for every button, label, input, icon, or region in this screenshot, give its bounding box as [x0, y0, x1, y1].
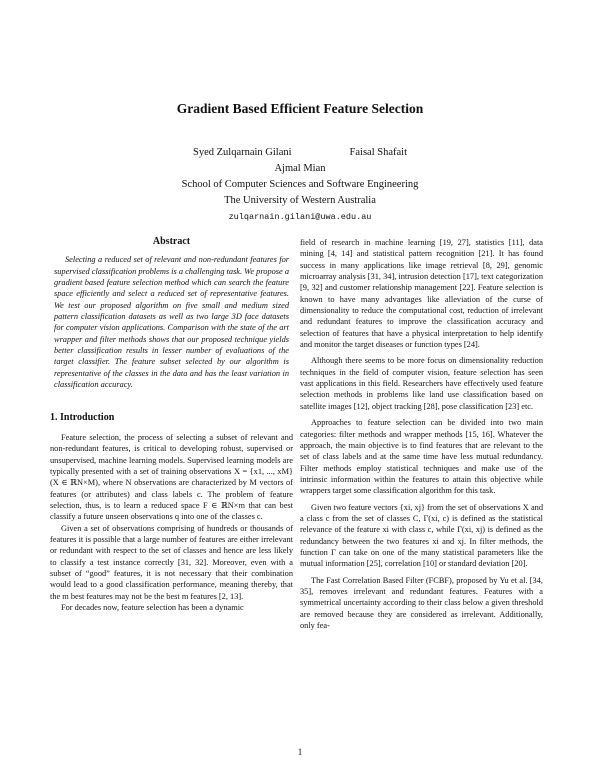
paragraph: Although there seems to be more focus on dimensionality reduction techniques in the field of computer vision, feature selection has seen vast applications in this field. Researchers have effectively used feature selection methods in problems like land use classification based on satellite images [12], object tracking [28], pose classification [23] etc. — [300, 356, 543, 411]
author-name: Ajmal Mian — [274, 163, 326, 174]
right-column — [300, 237, 543, 631]
page-number: 1 — [297, 747, 303, 757]
affiliation-line: School of Computer Sciences and Software Engineering — [181, 179, 419, 190]
paragraph: Approaches to feature selection can be divided into two main categories: filter methods and wrapper methods [15, 16]. Whatever the approach, the main objective is to find features that are relevant to the set of class labels and at the same time have less mutual redundancy. Filter methods employ statistical techniques and make use of the intrinsic information within the features to attain this objective while wrappers target some classification algorithm for this task. — [300, 418, 543, 496]
paper-title: Gradient Based Efficient Feature Selection — [176, 101, 424, 116]
left-column — [50, 236, 293, 613]
paragraph: Feature selection, the process of selecting a subset of relevant and non-redundant features, is critical to developing robust, supervised or unsupervised, machine learning models. Supervised learning models are typically presented with a set of training observations X = {x1, ..., xM} (X ∈ ℝN×M), where N observations are characterized by M vectors of features (or attributes) and class labels c. The problem of feature selection, thus, is to learn a reduced space F ∈ ℝN×m that can best classify a future unseen observations q into one of the classes c. — [50, 432, 293, 522]
author-name: Syed Zulqarnain Gilani — [192, 147, 292, 158]
author-email[interactable]: zulqarnain.gilani@uwa.edu.au — [228, 212, 372, 222]
author-row — [0, 145, 600, 161]
section-heading: 1. Introduction — [50, 412, 115, 424]
author-name: Faisal Shafait — [349, 147, 407, 158]
paragraph: For decades now, feature selection has been a dynamic — [61, 602, 244, 612]
abstract-heading: Abstract — [152, 236, 191, 247]
abstract-body — [50, 254, 293, 390]
abstract-text: Selecting a reduced set of relevant and non-redundant features for supervised classification problems is a challenging task. We propose a gradient based feature selection method which can search the feature space efficiently and select a reduced set of representative features. We test our proposed algorithm on five small and medium sized pattern classification datasets as well as two large 3D face datasets for computer vision applications. Comparison with the state of the art wrapper and filter methods shows that our proposed technique yields better classification results in lesser number of evaluations of the target classifier. The feature subset selected by our algorithm is representative of the classes in the data and has the least variation in classification accuracy. — [54, 255, 289, 390]
author-block — [0, 145, 600, 225]
paragraph: The Fast Correlation Based Filter (FCBF), proposed by Yu et al. [34, 35], removes irrelevant and redundant features. Features with a symmetrical uncertainty according to their class below a given threshold are removed because they are considered as irrelevant. Additionally, only fea- — [300, 575, 543, 630]
affiliation-line: The University of Western Australia — [224, 195, 376, 206]
paragraph: Given two feature vectors {xi, xj} from the set of observations X and a class c from the set of classes C, Γ(xi, c) is defined as the statistical relevance of the feature xi with class c, while Γ(xi, xj) is defined as the redundancy between the two features xi and xj. In filter methods, the function Γ can take on one of the many statistical parameters like the mutual information [25], correlation [10] or standard deviation [20]. — [300, 502, 543, 569]
paragraph: field of research in machine learning [19, 27], statistics [11], data mining [4, 14] and statistical pattern recognition [21]. It has found success in many applications like image retrieval [8, 29], genomic microarray analysis [31, 34], intrusion detection [17], text categorization [9, 32] and customer relationship management [22]. Feature selection is known to have many advantages like alleviation of the curse of dimensionality to reduce the computational cost, reduction of irrelevant and redundant features to improve the classification accuracy and selection of features that have a physical interpretation to help identify and monitor the target diseases or function types [24]. — [300, 238, 543, 350]
paragraph: Given a set of observations comprising of hundreds or thousands of features it is possible that a large number of features are either irrelevant or redundant with respect to the set of classes and hence are less likely to classify a test instance correctly [31, 32]. Moreover, even with a subset of “good” features, it is not necessary that their combination would lead to a good classification performance, meaning thereby, that the m best features may not be the best m features [2, 13]. — [50, 523, 293, 601]
